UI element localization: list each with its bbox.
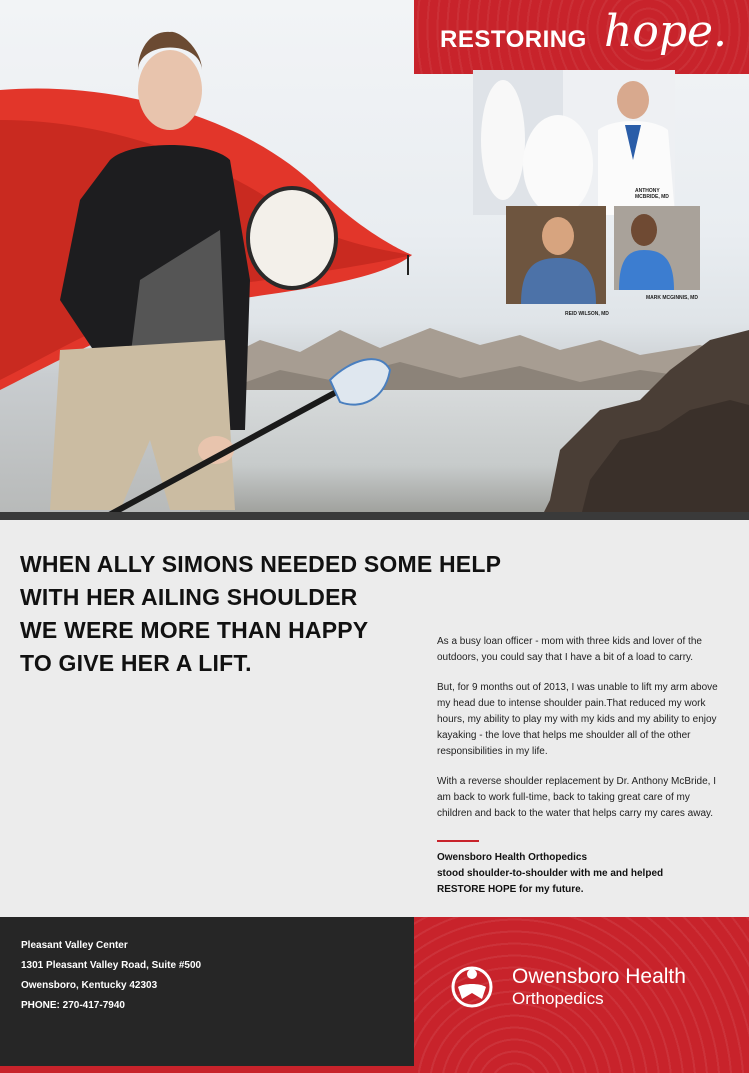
footer-location: Pleasant Valley Center xyxy=(21,940,128,951)
body-paragraph-1: As a busy loan officer - mom with three kids and lover of the outdoors, you could say that I have a bit of a load to carry. xyxy=(437,636,702,663)
headline-line-2: WITH HER AILING SHOULDER xyxy=(20,584,358,610)
closing-statement xyxy=(437,850,727,898)
footer-phone: PHONE: 270-417-7940 xyxy=(21,1000,125,1011)
body-paragraph-2: But, for 9 months out of 2013, I was unable to lift my arm above my head due to intense shoulder pain.That reduced my work hours, my ability to play my with my kids and my ability to enjoy kayaking - the love that helps me shoulder all of the other responsibilities in my life. xyxy=(437,682,718,757)
footer-stripe xyxy=(0,1066,414,1073)
photo-anthony-mcbride xyxy=(473,70,675,215)
footer-city: Owensboro, Kentucky 42303 xyxy=(21,980,158,991)
photo-reid-wilson xyxy=(506,206,606,304)
closing-line-3: RESTORE HOPE for my future. xyxy=(437,884,584,895)
rocks xyxy=(520,320,749,520)
closing-line-1: Owensboro Health Orthopedics xyxy=(437,852,588,863)
doctor-caption-mcginnis: MARK MCGINNIS, MD xyxy=(646,295,698,301)
footer-address: 1301 Pleasant Valley Road, Suite #500 xyxy=(21,960,202,971)
footer-logo-panel xyxy=(414,917,749,1073)
logo-line-1: Owensboro Health xyxy=(512,965,686,988)
closing-line-2: stood shoulder-to-shoulder with me and helped xyxy=(437,868,664,879)
hero-divider xyxy=(0,512,749,520)
headline-line-4: TO GIVE HER A LIFT. xyxy=(20,650,252,676)
footer-contact xyxy=(0,917,414,1073)
logo-line-2: Orthopedics xyxy=(512,989,604,1008)
testimonial-body xyxy=(437,634,727,836)
photo-mark-mcginnis xyxy=(614,206,700,290)
doctor-caption-mcbride: ANTHONY MCBRIDE, MD xyxy=(635,188,669,200)
restoring-hope-banner xyxy=(414,0,749,74)
banner-restoring: RESTORING xyxy=(440,26,587,53)
headline-line-1: WHEN ALLY SIMONS NEEDED SOME HELP xyxy=(20,551,502,577)
headline-line-3: WE WERE MORE THAN HAPPY xyxy=(20,617,369,643)
paddle xyxy=(100,340,400,520)
banner-hope: hope. xyxy=(604,6,728,57)
body-paragraph-3: With a reverse shoulder replacement by Dr. Anthony McBride, I am back to work full-time, back to taking great care of my children and back to the water that helps carry my cares away. xyxy=(437,776,717,819)
owensboro-health-logo-icon xyxy=(444,965,500,1009)
doctor-caption-wilson: REID WILSON, MD xyxy=(565,311,609,317)
accent-divider xyxy=(437,840,479,842)
